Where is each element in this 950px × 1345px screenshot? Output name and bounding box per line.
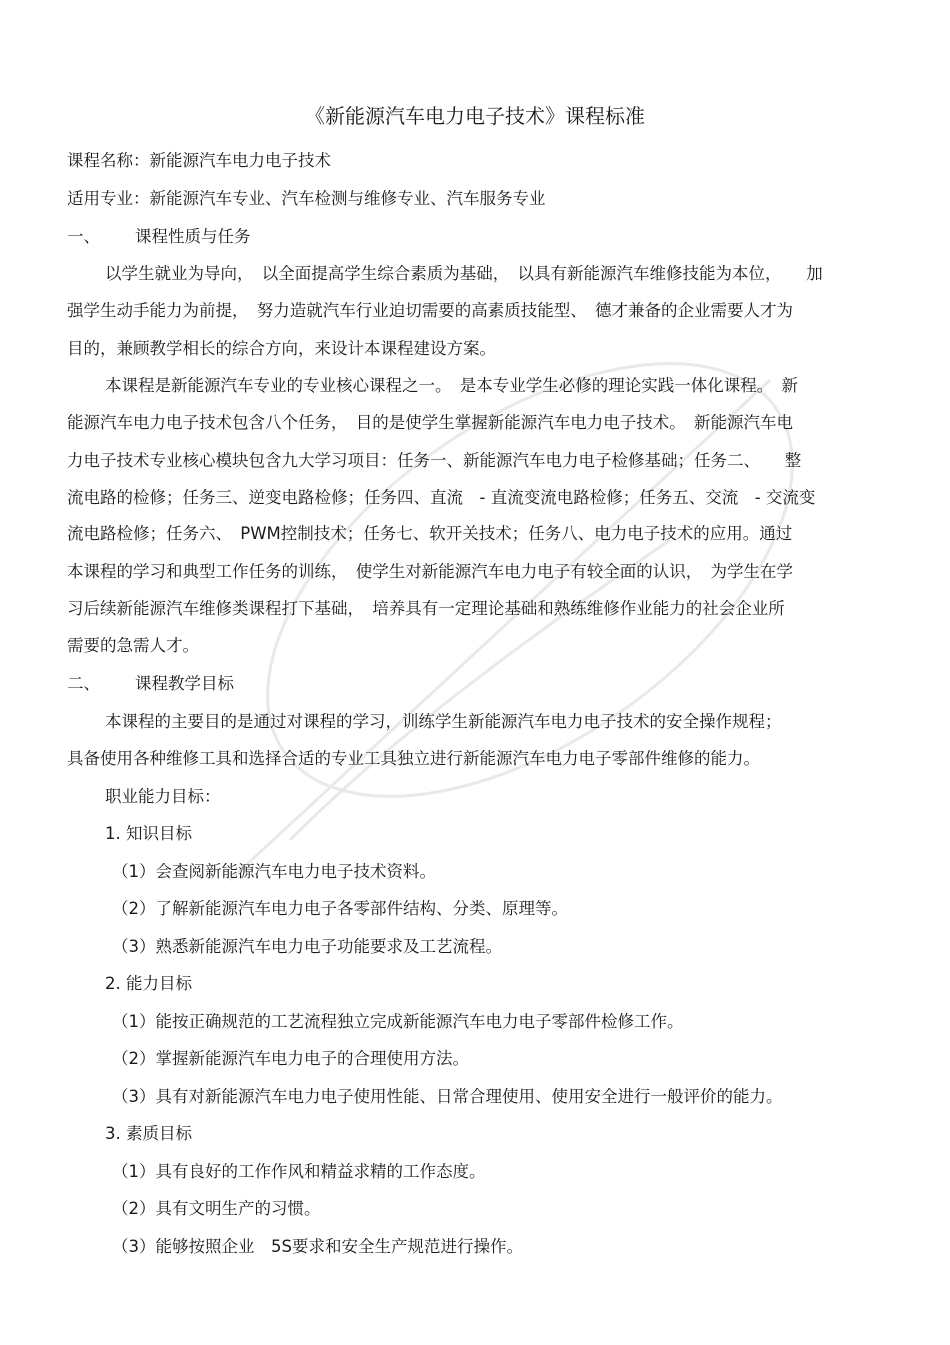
paragraph-line: 强学生动手能力为前提， 努力造就汽车行业迫切需要的高素质技能型、 德才兼备的企业需要人才为 [67, 301, 793, 320]
section-1-number: 一、 [67, 227, 100, 246]
section-2-number: 二、 [67, 674, 100, 693]
ability-goals-heading: 2. 能力目标 [105, 974, 192, 993]
paragraph-line: 习后续新能源汽车维修类课程打下基础， 培养具有一定理论基础和熟练维修作业能力的社会企业所 [67, 599, 785, 618]
paragraph-line: 流电路的检修；任务三、逆变电路检修；任务四、直流 - 直流变流电路检修；任务五、交流 - 交流变 [67, 488, 816, 507]
list-item: （3）熟悉新能源汽车电力电子功能要求及工艺流程。 [112, 937, 502, 956]
paragraph-line: 目的，兼顾教学相长的综合方向，来设计本课程建设方案。 [67, 339, 496, 358]
paragraph-line: 本课程的主要目的是通过对课程的学习，训练学生新能源汽车电力电子技术的安全操作规程； [105, 712, 782, 731]
quality-goals-heading: 3. 素质目标 [105, 1124, 192, 1143]
list-item: （3）能够按照企业 5S要求和安全生产规范进行操作。 [112, 1237, 523, 1256]
list-item: （3）具有对新能源汽车电力电子使用性能、日常合理使用、使用安全进行一般评价的能力。 [112, 1087, 783, 1106]
course-name: 课程名称：新能源汽车电力电子技术 [67, 151, 331, 170]
section-2-heading: 课程教学目标 [135, 674, 234, 693]
list-item: （2）具有文明生产的习惯。 [112, 1199, 321, 1218]
list-item: （1）具有良好的工作作风和精益求精的工作态度。 [112, 1162, 486, 1181]
paragraph-line: 本课程是新能源汽车专业的专业核心课程之一。 是本专业学生必修的理论实践一体化课程。 新 [105, 376, 798, 395]
paragraph-line: 具备使用各种维修工具和选择合适的专业工具独立进行新能源汽车电力电子零部件维修的能力。 [67, 749, 760, 768]
document-title: 《新能源汽车电力电子技术》课程标准 [305, 104, 645, 128]
paragraph-line: 需要的急需人才。 [67, 636, 199, 655]
list-item: （1）能按正确规范的工艺流程独立完成新能源汽车电力电子零部件检修工作。 [112, 1012, 684, 1031]
paragraph-line: 以学生就业为导向， 以全面提高学生综合素质为基础， 以具有新能源汽车维修技能为本位， 加 [105, 264, 823, 283]
list-item: （2）了解新能源汽车电力电子各零部件结构、分类、原理等。 [112, 899, 568, 918]
paragraph-line: 能源汽车电力电子技术包含八个任务， 目的是使学生掌握新能源汽车电力电子技术。 新能源汽车电 [67, 413, 793, 432]
knowledge-goals-heading: 1. 知识目标 [105, 824, 192, 843]
list-item: （1）会查阅新能源汽车电力电子技术资料。 [112, 862, 436, 881]
list-item: （2）掌握新能源汽车电力电子的合理使用方法。 [112, 1049, 469, 1068]
paragraph-line: 力电子技术专业核心模块包含九大学习项目：任务一、新能源汽车电力电子检修基础；任务二、 整 [67, 451, 802, 470]
applicable-majors: 适用专业：新能源汽车专业、汽车检测与维修专业、汽车服务专业 [67, 189, 546, 208]
paragraph-line: 本课程的学习和典型工作任务的训练， 使学生对新能源汽车电力电子有较全面的认识， 为学生在学 [67, 562, 793, 581]
paragraph-line: 流电路检修；任务六、 PWM控制技术；任务七、软开关技术；任务八、电力电子技术的应用。通过 [67, 524, 793, 543]
section-1-heading: 课程性质与任务 [135, 227, 251, 246]
vocational-goals-heading: 职业能力目标： [105, 787, 221, 806]
